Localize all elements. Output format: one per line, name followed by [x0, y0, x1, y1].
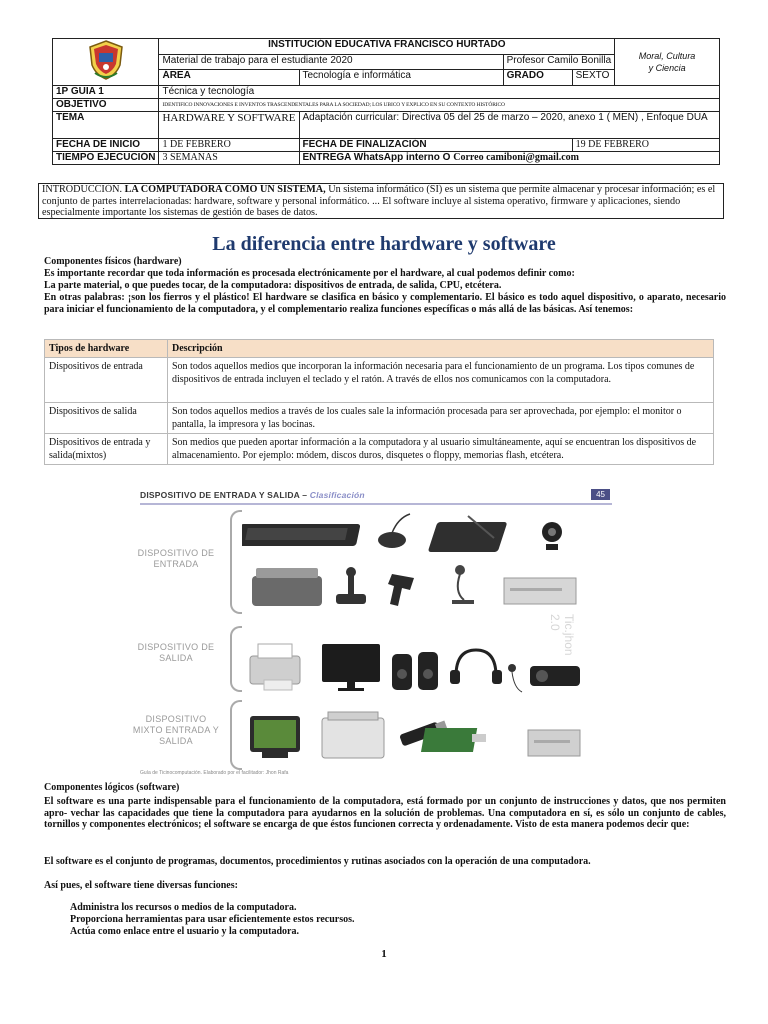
- headphones-icon: [450, 650, 502, 684]
- table-row: [45, 358, 714, 403]
- touchscreen-icon: [250, 716, 300, 758]
- figure-credit: Guía de Ticinocomputación. Elaborado por el facilitador: Jhon Rafa: [140, 770, 289, 776]
- group-label-output: DISPOSITIVO DE SALIDA: [137, 642, 215, 663]
- multifunction-printer-icon: [322, 712, 384, 758]
- col-header-type: Tipos de hardware: [45, 340, 168, 358]
- col-header-desc: Descripción: [168, 340, 714, 358]
- microphone-icon: [452, 565, 474, 604]
- mouse-icon: [378, 514, 410, 548]
- hardware-types-table: [44, 339, 714, 465]
- cell-desc: Son medios que pueden aportar información a la computadora y al usuario simultáneamente, aquí se encuentran los dispositivos de almacenamiento. Por ejemplo: módem, discos duros, disquetes o floppy, memorias flash, etcétera.: [168, 434, 714, 465]
- figure-watermark: Tic.jhon 2.0: [548, 614, 576, 656]
- motto: Moral, Cultura y Ciencia: [615, 39, 720, 86]
- intro-text: Un sistema informático (SI) es un sistema que permite almacenar y procesar información; es el conjunto de partes interrelacionadas: hardware, software y personal informático. ... El software incluye al sistema operativo, firmware y aplicaciones, siendo especialmente importante los sistemas de gestión de bases de datos.: [42, 184, 716, 218]
- group-brace-input: [230, 510, 242, 614]
- software-function-item: Administra los recursos o medios de la computadora.: [70, 902, 297, 913]
- school-logo-cell: [53, 39, 159, 86]
- intro-box: [38, 183, 724, 219]
- objetivo-label: OBJETIVO: [53, 99, 159, 112]
- logical-p3: Así pues, el software tiene diversas funciones:: [44, 880, 238, 891]
- physical-p3: En otras palabras: ¡son los fierros y el plástico! El hardware se clasifica en básico y complementario. El básico es todo aquel dispositivo, o aparato, necesario para iniciar el funcionamiento de la computadora, y el complementario realiza funciones específicas o más allá de las básicas. Así tenemos:: [44, 292, 726, 315]
- fin-value: 19 DE FEBRERO: [572, 139, 719, 152]
- group-label-input: DISPOSITIVO DE ENTRADA: [137, 548, 215, 569]
- keyboard-icon: [242, 524, 361, 546]
- monitor-icon: [322, 644, 380, 691]
- guia-value: Técnica y tecnología: [159, 86, 720, 99]
- page-number: 1: [381, 948, 387, 960]
- tema-value: HARDWARE Y SOFTWARE: [159, 112, 299, 139]
- inicio-label: FECHA DE INICIO: [53, 139, 159, 152]
- school-crest-icon: [85, 39, 127, 81]
- tema-label: TEMA: [53, 112, 159, 139]
- tema-note: Adaptación curricular: Directiva 05 del 25 de marzo – 2020, anexo 1 ( MEN) , Enfoque DUA: [299, 112, 720, 139]
- scanner-icon: [252, 568, 322, 606]
- intro-lead: INTRODUCCIÓN.: [42, 184, 123, 195]
- material-text: Material de trabajo para el estudiante 2020: [159, 54, 503, 70]
- earphones-icon: [508, 664, 522, 692]
- group-brace-output: [230, 626, 242, 692]
- professor-text: Profesor Camilo Bonilla: [503, 54, 615, 70]
- devices-figure: [124, 486, 614, 780]
- institution-name: INSTITUCIÓN EDUCATIVA FRANCISCO HURTADO: [159, 39, 615, 55]
- physical-p1: Es importante recordar que toda información es procesada electrónicamente por el hardware, al cual podemos definir como:: [44, 268, 575, 279]
- area-label: ÁREA: [159, 70, 299, 86]
- entrega-cell: [299, 152, 720, 165]
- group-label-mixed: DISPOSITIVO MIXTO ENTRADA Y SALIDA: [132, 714, 220, 746]
- entrega-label: ENTREGA WhatsApp interno O: [302, 152, 451, 163]
- figure-number: 45: [591, 489, 610, 500]
- intro-bold: LA COMPUTADORA COMO UN SISTEMA,: [124, 184, 326, 195]
- table-row: [45, 434, 714, 465]
- cell-desc: Son todos aquellos medios que incorporan la información necesaria para el funcionamiento de un programa. Los tipos comunes de dispositivos de entrada incluyen el teclado y el ratón. A través de ellos nos comunicamos con la computadora.: [168, 358, 714, 403]
- grado-value: SEXTO: [572, 70, 615, 86]
- grado-label: GRADO: [503, 70, 572, 86]
- logical-p1: El software es una parte indispensable para el funcionamiento de la computadora, está formado por un conjunto de instrucciones y datos, que nos permiten apro- vechar las capacidades que tiene la computadora para ayudarnos en la solución de problemas. Una computadora en sí, es sólo un conjunto de cables, tornillos y componentes electrónicos; el software se encarga de que éstos funcionen correcta y ordenadamente. Visto de esta manera podemos decir que:: [44, 796, 726, 831]
- area-value: Tecnología e informática: [299, 70, 503, 86]
- fin-label: FECHA DE FINALIZACIÓN: [299, 139, 572, 152]
- objetivo-value: IDENTIFICO INNOVACIONES E INVENTOS TRASCENDENTALES PARA LA SOCIEDAD; LOS UBICO Y EXPLICO EN SU CONTEXTO HISTÓRICO: [159, 99, 720, 112]
- table-row: [45, 403, 714, 434]
- devices-illustration: [242, 508, 582, 770]
- cell-type: Dispositivos de entrada: [45, 358, 168, 403]
- disk-drive-icon: [528, 730, 580, 756]
- physical-heading: Componentes físicos (hardware): [44, 256, 182, 267]
- cd-drive-icon: [504, 578, 576, 604]
- projector-icon: [530, 666, 580, 686]
- page-title: La diferencia entre hardware y software: [212, 233, 556, 255]
- cell-type: Dispositivos de entrada y salida(mixtos): [45, 434, 168, 465]
- header-table: [52, 38, 720, 165]
- software-function-item: Proporciona herramientas para usar eficientemente estos recursos.: [70, 914, 355, 925]
- guia-label: 1P GUIA 1: [53, 86, 159, 99]
- table-header-row: [45, 340, 714, 358]
- joystick-icon: [336, 567, 366, 604]
- network-card-icon: [421, 728, 486, 752]
- logical-p2: El software es el conjunto de programas, documentos, procedimientos y rutinas asociados con la operación de una computadora.: [44, 856, 591, 867]
- physical-p2: La parte material, o que puedes tocar, de la computadora: dispositivos de entrada, de salida, CPU, etcétera.: [44, 280, 502, 291]
- cell-type: Dispositivos de salida: [45, 403, 168, 434]
- speakers-icon: [392, 652, 438, 690]
- printer-icon: [250, 644, 300, 690]
- barcode-scanner-icon: [388, 574, 414, 606]
- group-brace-mixed: [230, 700, 242, 770]
- webcam-icon: [542, 522, 562, 550]
- graphics-tablet-icon: [428, 516, 508, 552]
- cell-desc: Son todos aquellos medios a través de los cuales sale la información procesada para ser aprovechada, por ejemplo: el monitor o pantalla, la impresora y las bocinas.: [168, 403, 714, 434]
- figure-title: DISPOSITIVO DE ENTRADA Y SALIDA – Clasificación: [140, 490, 365, 500]
- software-function-item: Actúa como enlace entre el usuario y la computadora.: [70, 926, 299, 937]
- entrega-email: Correo camiboni@gmail.com: [453, 152, 580, 163]
- figure-title-rule: [140, 503, 612, 505]
- tiempo-value: 3 SEMANAS: [159, 152, 299, 165]
- tiempo-label: TIEMPO EJECUCIÓN: [53, 152, 159, 165]
- inicio-value: 1 DE FEBRERO: [159, 139, 299, 152]
- logical-heading: Componentes lógicos (software): [44, 782, 180, 793]
